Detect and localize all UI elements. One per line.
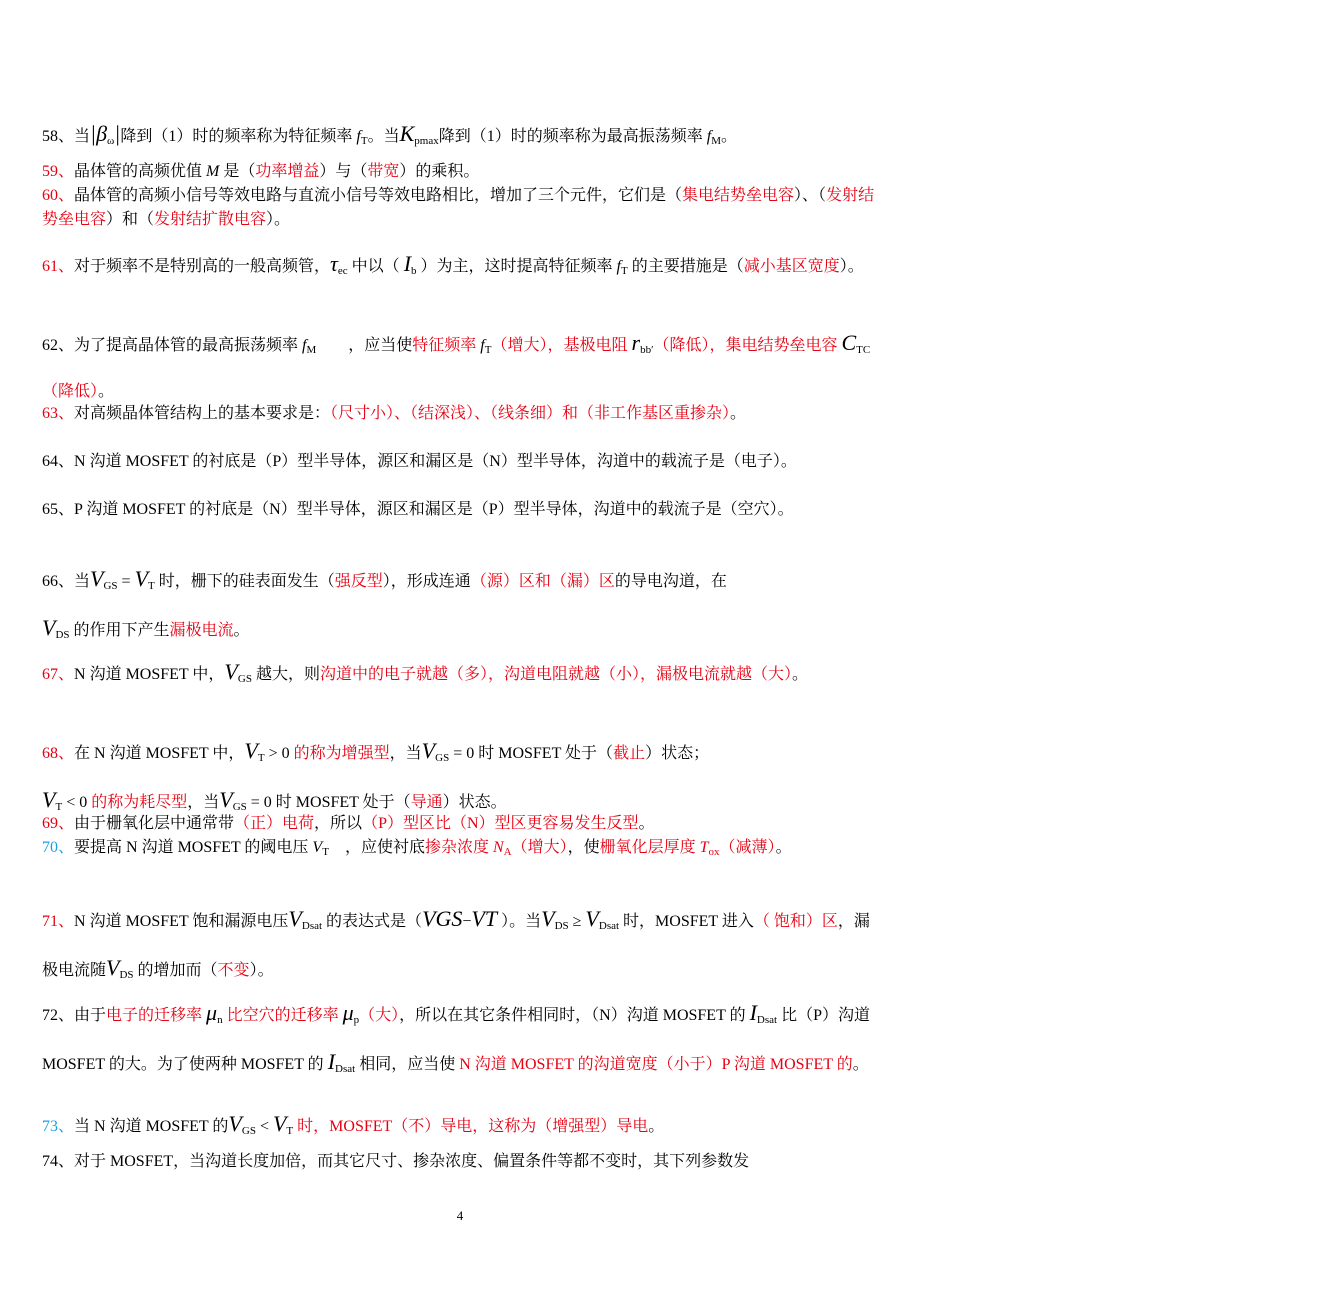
question-text: GS bbox=[237, 673, 252, 685]
question-number: 64、 bbox=[42, 453, 75, 470]
question-text: 时，栅下的硅表面发生（ bbox=[154, 573, 335, 590]
question-number: 70、 bbox=[42, 839, 75, 856]
question-text: ），形成连通 bbox=[382, 573, 471, 590]
question-text: 的增加而（ bbox=[133, 962, 218, 979]
question-text: V bbox=[421, 738, 436, 763]
question-text: 对于 MOSFET，当沟道长度加倍，而其它尺寸、掺杂浓度、偏置条件等都不变时，其下列参数发 bbox=[74, 1153, 750, 1170]
question-number: 62、 bbox=[42, 337, 75, 354]
question-63 bbox=[42, 402, 880, 426]
question-text: 中以（ bbox=[347, 258, 404, 275]
answer-text: 功率增益 bbox=[255, 163, 320, 180]
question-text: V bbox=[288, 906, 302, 931]
question-text: 当 N 沟道 MOSFET 的 bbox=[74, 1118, 229, 1135]
question-text: T bbox=[484, 344, 492, 356]
answer-text: （增大） bbox=[511, 839, 568, 856]
answer-text: 带宽 bbox=[367, 163, 400, 180]
page-number: 4 bbox=[456, 1208, 464, 1223]
question-67 bbox=[42, 656, 880, 691]
question-61 bbox=[42, 246, 880, 285]
answer-text: 时，MOSFET（不）导电，这称为（增强型）导电 bbox=[293, 1118, 649, 1135]
question-69 bbox=[42, 812, 880, 836]
question-text: 晶体管的高频优值 bbox=[74, 163, 207, 180]
answer-text: 栅氧化层厚度 bbox=[599, 839, 700, 856]
question-text: ，使 bbox=[567, 839, 600, 856]
question-text: Dsat bbox=[756, 1014, 778, 1026]
answer-text: ox bbox=[708, 846, 720, 858]
question-text: I bbox=[403, 251, 412, 276]
question-text: P 沟道 MOSFET 的衬底是（N）型半导体，源区和漏区是（P）型半导体，沟道中的载流子是（空穴）。 bbox=[74, 501, 794, 518]
question-text: GS bbox=[435, 752, 450, 764]
question-text: ，漏极电流随 bbox=[42, 913, 870, 979]
answer-text: 电子的迁移率 bbox=[106, 1007, 207, 1024]
question-text: ）与（ bbox=[319, 163, 368, 180]
question-text: VGS bbox=[422, 906, 463, 931]
question-number: 67、 bbox=[42, 666, 75, 683]
answer-text: 减小基区宽度 bbox=[743, 258, 840, 275]
question-text: V bbox=[90, 566, 104, 591]
question-text: ）。 bbox=[249, 962, 274, 979]
question-number: 71、 bbox=[42, 913, 75, 930]
answer-text: （ 饱和）区 bbox=[753, 913, 838, 930]
question-text: f bbox=[706, 128, 712, 145]
question-number: 74、 bbox=[42, 1153, 75, 1170]
question-text: 。 bbox=[233, 622, 250, 639]
question-text: ec bbox=[337, 265, 348, 277]
answer-text: （P）型区比（N）型区更容易发生反型 bbox=[362, 815, 639, 832]
question-text: 的表达式是（ bbox=[322, 913, 423, 930]
answer-text: 不变 bbox=[217, 962, 250, 979]
question-text: T bbox=[322, 846, 329, 858]
question-text: M bbox=[206, 163, 220, 180]
question-text: p bbox=[353, 1014, 360, 1026]
question-text: T bbox=[148, 580, 155, 592]
question-text: V bbox=[219, 787, 233, 812]
question-text: ≥ bbox=[568, 913, 586, 930]
question-text: ）状态。 bbox=[442, 794, 507, 811]
question-text: f bbox=[480, 337, 485, 354]
question-70 bbox=[42, 836, 880, 860]
question-text: 比（P）沟道 MOSFET 的大。为了使两种 MOSFET 的 bbox=[42, 1007, 870, 1073]
question-text: ，所以 bbox=[314, 815, 363, 832]
question-text: VT bbox=[471, 906, 498, 931]
question-text: r bbox=[631, 330, 641, 355]
question-text: ）、（ bbox=[794, 187, 827, 204]
question-text: f bbox=[302, 337, 307, 354]
question-number: 61、 bbox=[42, 258, 75, 275]
question-64 bbox=[42, 450, 880, 474]
question-text: 是（ bbox=[219, 163, 256, 180]
question-text: 。 bbox=[775, 839, 792, 856]
answer-text: 发射结扩散电容 bbox=[154, 211, 267, 228]
question-text: ，当 bbox=[187, 794, 220, 811]
question-text: 。 bbox=[638, 815, 655, 832]
answer-text: 截止 bbox=[613, 745, 646, 762]
answer-text: N 沟道 MOSFET 的沟道宽度（小于）P 沟道 MOSFET 的 bbox=[459, 1056, 853, 1073]
question-text: 。当 bbox=[367, 128, 400, 145]
question-text: DS bbox=[55, 629, 70, 641]
question-text: C bbox=[841, 330, 857, 355]
answer-text: 沟道中的电子就越（多），沟道电阻就越（小），漏极电流就越（大） bbox=[319, 666, 792, 683]
answer-text: 发射结势垒电容 bbox=[42, 187, 875, 228]
question-text: 的主要措施是（ bbox=[627, 258, 744, 275]
question-text: − bbox=[462, 913, 472, 930]
question-text: μ bbox=[206, 1000, 218, 1025]
question-text: f bbox=[616, 258, 621, 275]
question-text: N 沟道 MOSFET 饱和漏源电压 bbox=[74, 913, 289, 930]
question-text: = 0 时 MOSFET 处于（ bbox=[246, 794, 411, 811]
answer-text: 导通 bbox=[410, 794, 443, 811]
question-text: μ bbox=[342, 1000, 354, 1025]
answer-text: 集电结势垒电容 bbox=[682, 187, 795, 204]
answer-text: （大） bbox=[359, 1007, 400, 1024]
question-text: 对于频率不是特别高的一般高频管， bbox=[74, 258, 331, 275]
question-text: 的导电沟道，在 bbox=[614, 573, 1335, 590]
question-text: ，当 bbox=[389, 745, 422, 762]
answer-text: 掺杂浓度 bbox=[424, 839, 493, 856]
question-text: 对高频晶体管结构上的基本要求是： bbox=[74, 405, 331, 422]
question-text: ）。 bbox=[839, 258, 864, 275]
question-text: pmax bbox=[414, 135, 439, 147]
question-text: ）。当 bbox=[497, 913, 542, 930]
question-text: I bbox=[327, 1049, 336, 1074]
question-text: ）状态； bbox=[645, 745, 1230, 762]
question-text: ）的乘积。 bbox=[399, 163, 480, 180]
question-text: ）为主，这时提高特征频率 bbox=[416, 258, 617, 275]
question-number: 58、 bbox=[42, 128, 75, 145]
question-text: = 0 时 MOSFET 处于（ bbox=[449, 745, 614, 762]
question-text: τ bbox=[330, 251, 338, 276]
question-text: | bbox=[114, 121, 121, 146]
answer-text: 比空穴的迁移率 bbox=[222, 1007, 343, 1024]
question-number: 63、 bbox=[42, 405, 75, 422]
question-text: |β bbox=[90, 121, 108, 146]
question-number: 73、 bbox=[42, 1118, 75, 1135]
question-text: 越大，则 bbox=[251, 666, 320, 683]
question-text: V bbox=[134, 566, 149, 591]
question-text: ，所以在其它条件相同时，（N）沟道 MOSFET 的 bbox=[399, 1007, 750, 1024]
question-59 bbox=[42, 160, 880, 184]
question-text: 降到（1）时的频率称为最高振荡频率 bbox=[438, 128, 707, 145]
question-62 bbox=[42, 320, 880, 415]
answer-text: （减薄） bbox=[719, 839, 776, 856]
question-text: V bbox=[541, 906, 555, 931]
question-text: = bbox=[117, 573, 135, 590]
question-text: bb′ bbox=[640, 344, 654, 356]
question-text: V bbox=[312, 839, 323, 856]
question-text: V bbox=[272, 1111, 287, 1136]
question-text: T bbox=[360, 135, 368, 147]
question-text: V bbox=[585, 906, 599, 931]
question-text: ）和（ bbox=[106, 211, 155, 228]
question-text: T bbox=[55, 801, 63, 813]
question-text: T bbox=[620, 265, 628, 277]
question-text: 降到（1）时的频率称为特征频率 bbox=[120, 128, 357, 145]
answer-text: （降低），集电结势垒电容 bbox=[653, 337, 842, 354]
question-text: ，应使衬底 bbox=[328, 839, 425, 856]
question-text: 当 bbox=[74, 573, 91, 590]
question-text: ，应当使 bbox=[316, 337, 413, 354]
question-text: 相同，应当使 bbox=[355, 1056, 460, 1073]
question-text: f bbox=[356, 128, 361, 145]
question-text: V bbox=[106, 955, 120, 980]
answer-text: 特征频率 bbox=[412, 337, 481, 354]
question-text: V bbox=[228, 1111, 242, 1136]
question-text: b bbox=[411, 265, 417, 277]
question-number: 68、 bbox=[42, 745, 75, 762]
question-text: I bbox=[749, 1000, 757, 1025]
question-text: V bbox=[244, 738, 258, 763]
question-text: Dsat bbox=[335, 1063, 356, 1075]
question-text: M bbox=[711, 135, 721, 147]
answer-text: （正）电荷 bbox=[234, 815, 315, 832]
question-text: Dsat bbox=[301, 920, 323, 932]
question-text: GS bbox=[241, 1125, 256, 1137]
answer-text: （尺寸小）、（结深浅）、（线条细）和（非工作基区重掺杂） bbox=[330, 405, 731, 422]
answer-text: 强反型 bbox=[334, 573, 383, 590]
question-text: 由于 bbox=[74, 1007, 107, 1024]
question-71 bbox=[42, 896, 880, 994]
question-number: 60、 bbox=[42, 187, 75, 204]
question-text: 要提高 N 沟道 MOSFET 的阈电压 bbox=[74, 839, 313, 856]
answer-text: N bbox=[492, 839, 504, 856]
question-text: 。 bbox=[791, 666, 808, 683]
question-number: 66、 bbox=[42, 573, 75, 590]
question-text: 当 bbox=[74, 128, 91, 145]
question-text: N 沟道 MOSFET 的衬底是（P）型半导体，源区和漏区是（N）型半导体，沟道中的载流子是（电子）。 bbox=[74, 453, 797, 470]
answer-text: T bbox=[699, 839, 709, 856]
question-number: 72、 bbox=[42, 1007, 75, 1024]
question-number: 65、 bbox=[42, 501, 75, 518]
question-text: T bbox=[257, 752, 265, 764]
question-text: TC bbox=[856, 344, 871, 356]
question-text: M bbox=[306, 344, 317, 356]
question-text: ω bbox=[107, 135, 115, 147]
answer-text: （源）区和（漏）区 bbox=[470, 573, 615, 590]
question-text: n bbox=[217, 1014, 223, 1026]
question-73 bbox=[42, 1112, 880, 1139]
question-text: 晶体管的高频小信号等效电路与直流小信号等效电路相比，增加了三个元件，它们是（ bbox=[74, 187, 683, 204]
question-text: V bbox=[224, 659, 238, 684]
question-text: N 沟道 MOSFET 中， bbox=[74, 666, 225, 683]
question-text: < bbox=[255, 1118, 273, 1135]
question-text: K bbox=[399, 121, 415, 146]
question-text: GS bbox=[103, 580, 118, 592]
question-text: ）。 bbox=[266, 211, 291, 228]
question-text: 时，MOSFET 进入 bbox=[619, 913, 754, 930]
question-58 bbox=[42, 122, 880, 149]
question-text: DS bbox=[119, 969, 134, 981]
question-text: 在 N 沟道 MOSFET 中， bbox=[74, 745, 245, 762]
question-text: 。 bbox=[648, 1118, 665, 1135]
question-text: Dsat bbox=[598, 920, 620, 932]
question-number: 69、 bbox=[42, 815, 75, 832]
question-66 bbox=[42, 556, 1335, 654]
question-text: 。 bbox=[852, 1056, 869, 1073]
question-72 bbox=[42, 990, 880, 1088]
question-text: 的作用下产生 bbox=[69, 622, 170, 639]
answer-text: 的称为耗尽型 bbox=[91, 794, 188, 811]
question-text: 。 bbox=[730, 405, 747, 422]
question-text: < 0 bbox=[62, 794, 92, 811]
question-text: 。 bbox=[98, 383, 115, 400]
question-text: V bbox=[42, 615, 56, 640]
question-74 bbox=[42, 1150, 880, 1174]
question-60 bbox=[42, 184, 880, 232]
answer-text: （增大），基极电阻 bbox=[491, 337, 632, 354]
question-text: 为了提高晶体管的最高振荡频率 bbox=[74, 337, 303, 354]
question-text: DS bbox=[554, 920, 569, 932]
question-text: > 0 bbox=[264, 745, 294, 762]
question-text: GS bbox=[232, 801, 247, 813]
question-number: 59、 bbox=[42, 163, 75, 180]
question-text: T bbox=[286, 1125, 294, 1137]
answer-text: 漏极电流 bbox=[169, 622, 234, 639]
answer-text: A bbox=[503, 846, 512, 858]
question-text: 由于栅氧化层中通常带 bbox=[74, 815, 235, 832]
question-text: 。 bbox=[720, 128, 737, 145]
question-text: V bbox=[42, 787, 56, 812]
answer-text: 的称为增强型 bbox=[293, 745, 390, 762]
answer-text: （降低） bbox=[42, 383, 99, 400]
question-65 bbox=[42, 498, 880, 522]
